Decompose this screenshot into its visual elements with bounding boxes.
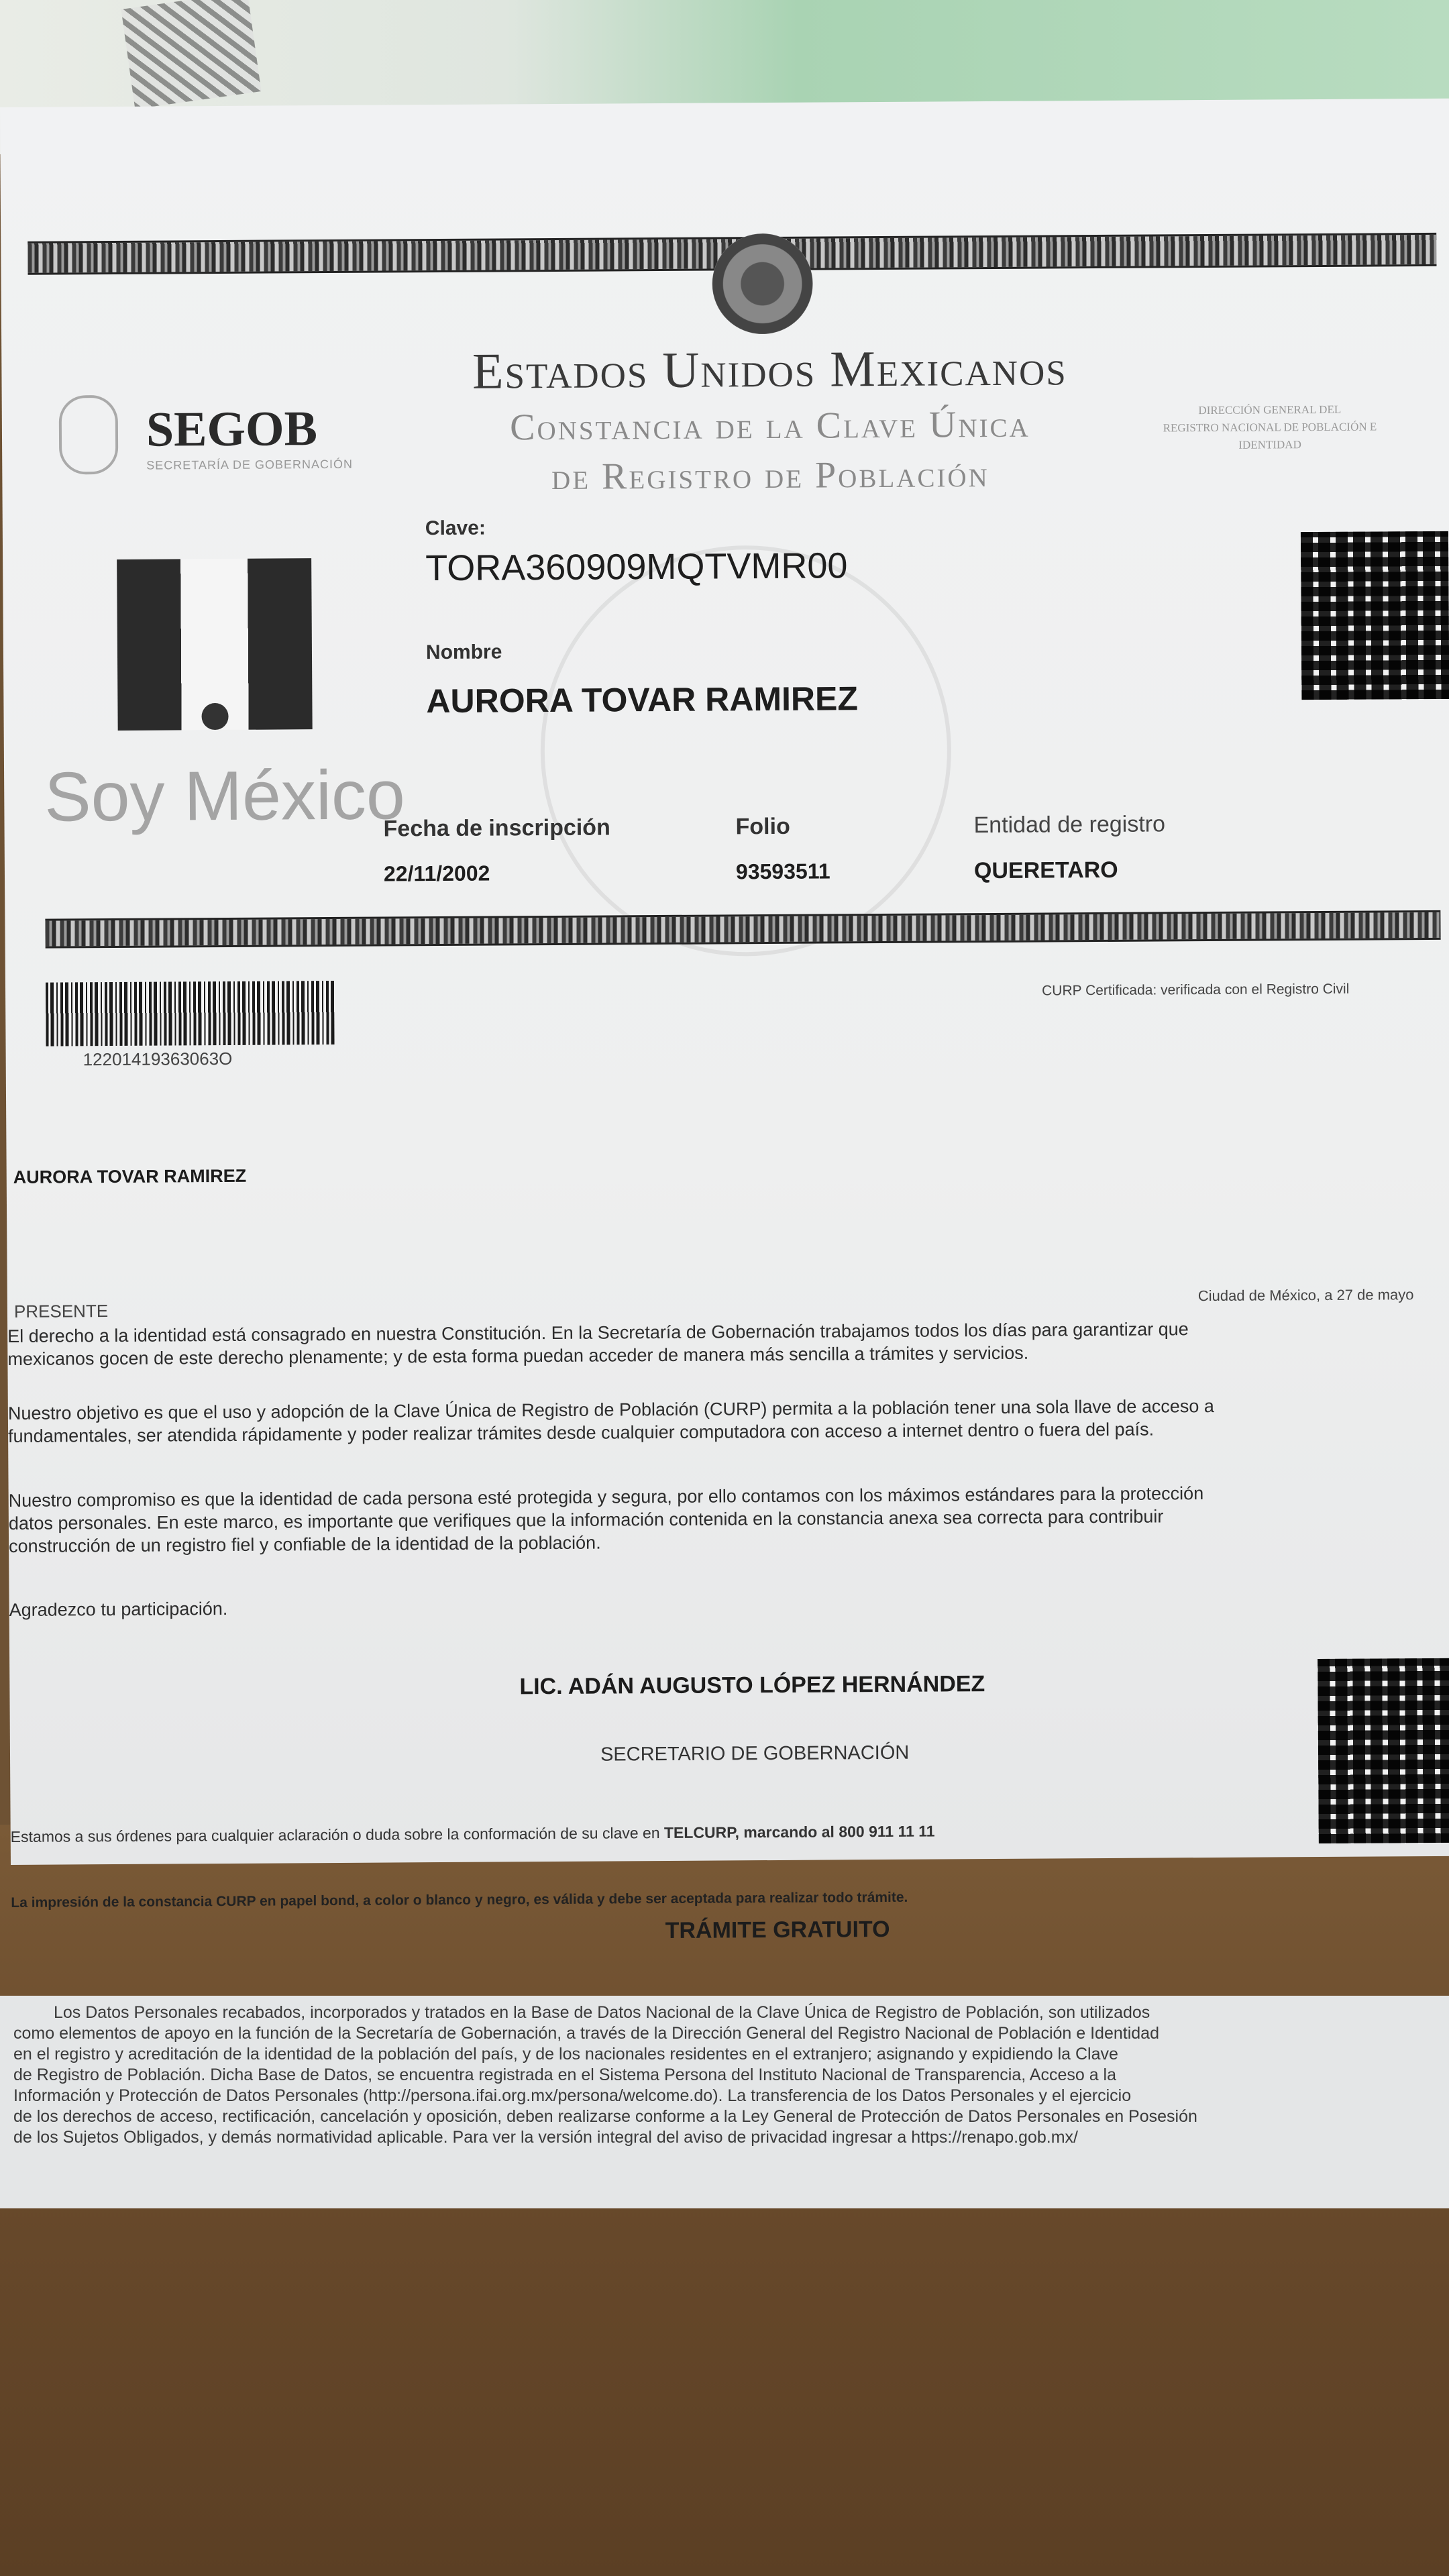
recipient-name: AURORA TOVAR RAMIREZ [13,1165,247,1187]
flag-emblem-icon [201,703,228,730]
segob-emblem-icon [59,395,119,475]
nombre-label: Nombre [425,641,502,664]
paragraph-3-line-3: construcción de un registro fiel y confiable de la identidad de la población. [9,1532,601,1556]
fecha-label: Fecha de inscripción [383,814,610,842]
clave-label: Clave: [425,517,486,540]
qr-code-bottom [1318,1658,1449,1843]
paragraph-1 [7,1316,1449,1371]
paragraph-1-line-1: El derecho a la identidad está consagrado en nuestra Constitución. En la Secretaría de Gobernación trabajamos todos los días para garantizar que [7,1319,1189,1346]
privacy-line-1: Los Datos Personales recabados, incorporados y tratados en la Base de Datos Nacional de la Clave Única de Registro de Población, son utilizados [54,2003,1150,2022]
folio-label: Folio [735,813,790,840]
dgr-line-3: IDENTIDAD [1238,438,1301,451]
document-subtitle [378,398,1163,502]
soy-mexico-slogan: Soy México [44,756,406,837]
entidad-value: QUERETARO [973,857,1118,884]
segob-logo-text: SEGOB [146,401,318,458]
entidad-label: Entidad de registro [973,811,1166,839]
dgr-line-2: REGISTRO NACIONAL DE POBLACIÓN E [1163,420,1377,435]
privacy-line-6: de los derechos de acceso, rectificación, cancelación y oposición, deben realizarse conforme a la Ley General de Protección de Datos Personales en Posesión [13,2107,1197,2126]
privacy-line-4: de Registro de Población. Dicha Base de Datos, se encuentra registrada en el Sistema Persona del Instituto Nacional de Transparencia, Acceso a la [13,2065,1117,2084]
folio-value: 93593511 [735,859,830,884]
thanks: Agradezco tu participación. [9,1598,228,1620]
place-date: Ciudad de México, a 27 de mayo [1197,1286,1414,1305]
paragraph-3 [9,1481,1449,1558]
barcode [46,981,335,1046]
clave-value: TORA360909MQTVMR00 [425,545,848,589]
curp-document [0,99,1449,1943]
paragraph-1-line-2: mexicanos gocen de este derecho plenamente; y de esta forma puedan acceder de manera más sencilla a trámites y servicios. [7,1342,1029,1369]
contact-text: Estamos a sus órdenes para cualquier aclaración o duda sobre la conformación de su clave en [10,1824,660,1845]
barcode-number: 12201419363063O [83,1048,233,1070]
security-border-bottom [45,910,1440,949]
background-object [121,0,261,109]
certified-note: CURP Certificada: verificada con el Registro Civil [1042,981,1350,999]
privacy-line-3: en el registro y acreditación de la identidad de la población del país, y de los nacionales residentes en el extranjero; asignando y expidiendo la Clave [13,2045,1118,2063]
signer-name: LIC. ADÁN AUGUSTO LÓPEZ HERNÁNDEZ [519,1671,985,1700]
qr-code-top [1301,531,1449,700]
fecha-value: 22/11/2002 [383,861,490,886]
emblem-watermark [539,544,953,957]
paragraph-3-line-2: datos personales. En este marco, es importante que verifiques que la información contenida en la constancia anexa sea correcta para contribuir [8,1506,1164,1534]
paragraph-2-line-1: Nuestro objetivo es que el uso y adopción de la Clave Única de Registro de Población (CURP) permita a la población tener una sola llave de acceso a [7,1395,1214,1424]
telcurp-number: TELCURP, marcando al 800 911 11 11 [663,1822,935,1842]
privacy-line-2: como elementos de apoyo en la función de la Secretaría de Gobernación, a través de la Dirección General del Registro Nacional de Población e Identidad [13,2024,1159,2043]
tramite-gratuito: TRÁMITE GRATUITO [665,1916,890,1943]
national-emblem-icon [712,233,813,335]
paragraph-3-line-1: Nuestro compromiso es que la identidad de cada persona esté protegida y segura, por ello contamos con los máximos estándares para la protección [8,1483,1204,1511]
segob-subtitle: SECRETARÍA DE GOBERNACIÓN [146,457,354,472]
paragraph-2 [8,1393,1449,1448]
signer-title: SECRETARIO DE GOBERNACIÓN [600,1741,910,1766]
privacy-line-5: Información y Protección de Datos Personales (http://persona.ifai.org.mx/persona/welcome.do). La transferencia de los Datos Personales y el ejercicio [13,2086,1132,2105]
paragraph-2-line-2: fundamentales, ser atendida rápidamente y poder realizar trámites desde cualquier computadora con acceso a internet dentro o fuera del país. [8,1419,1155,1446]
contact-line [11,1823,935,1846]
privacy-line-7: de los Sujetos Obligados, y demás normatividad aplicable. Para ver la versión integral del aviso de privacidad ingresar a https://renapo.gob.mx/ [13,2128,1078,2147]
presente: PRESENTE [13,1301,109,1322]
subtitle-line-1: Constancia de la Clave Única [509,403,1030,449]
dgr-heading [1129,400,1411,455]
nombre-value: AURORA TOVAR RAMIREZ [426,680,859,720]
print-validity-note: La impresión de la constancia CURP en papel bond, a color o blanco y negro, es válida y debe ser aceptada para realizar todo trámite. [11,1889,908,1911]
privacy-notice [0,1996,1449,2208]
subtitle-line-2: de Registro de Población [551,453,989,498]
dgr-line-1: DIRECCIÓN GENERAL DEL [1198,402,1342,417]
document-title: Estados Unidos Mexicanos [472,339,1068,400]
